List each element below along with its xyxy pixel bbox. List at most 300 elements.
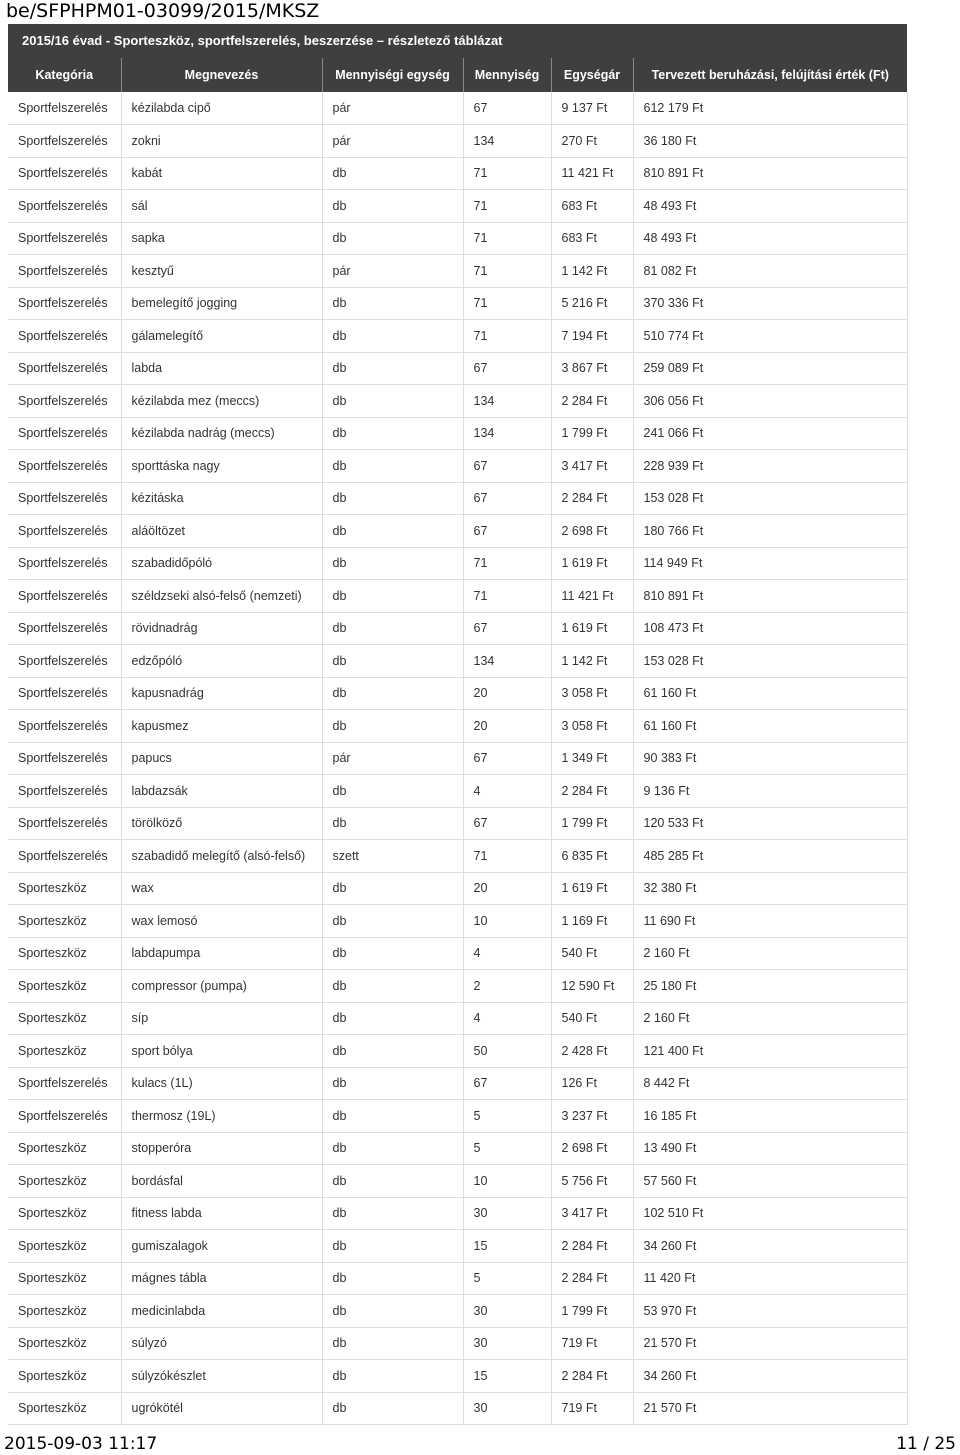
cell-megnevezes: thermosz (19L) [121, 1100, 322, 1133]
cell-kategoria: Sportfelszerelés [8, 125, 121, 158]
cell-mennyisegi-egyseg: db [322, 1262, 463, 1295]
cell-tervezett-ertek: 57 560 Ft [633, 1165, 907, 1198]
cell-mennyisegi-egyseg: db [322, 190, 463, 223]
cell-tervezett-ertek: 810 891 Ft [633, 580, 907, 613]
cell-egysegar: 3 417 Ft [551, 1197, 633, 1230]
cell-kategoria: Sporteszköz [8, 1360, 121, 1393]
cell-mennyiseg: 67 [463, 450, 551, 483]
cell-mennyisegi-egyseg: db [322, 872, 463, 905]
detail-table-container [8, 24, 907, 1425]
cell-tervezett-ertek: 32 380 Ft [633, 872, 907, 905]
cell-mennyisegi-egyseg: db [322, 775, 463, 808]
table-row [8, 1067, 907, 1100]
cell-mennyiseg: 20 [463, 677, 551, 710]
table-row [8, 1392, 907, 1425]
cell-kategoria: Sportfelszerelés [8, 92, 121, 125]
cell-mennyiseg: 67 [463, 352, 551, 385]
header-mennyiseg: Mennyiség [463, 58, 551, 92]
cell-megnevezes: stopperóra [121, 1132, 322, 1165]
cell-kategoria: Sportfelszerelés [8, 450, 121, 483]
table-row [8, 905, 907, 938]
table-row [8, 1132, 907, 1165]
table-row [8, 92, 907, 125]
table-row [8, 255, 907, 288]
cell-mennyisegi-egyseg: db [322, 1067, 463, 1100]
table-row [8, 775, 907, 808]
cell-tervezett-ertek: 61 160 Ft [633, 677, 907, 710]
cell-megnevezes: bemelegítő jogging [121, 287, 322, 320]
cell-megnevezes: sapka [121, 222, 322, 255]
cell-mennyisegi-egyseg: db [322, 320, 463, 353]
cell-kategoria: Sportfelszerelés [8, 222, 121, 255]
cell-mennyiseg: 134 [463, 385, 551, 418]
cell-megnevezes: súlyzókészlet [121, 1360, 322, 1393]
header-kategoria: Kategória [8, 58, 121, 92]
cell-megnevezes: kézilabda nadrág (meccs) [121, 417, 322, 450]
cell-kategoria: Sporteszköz [8, 937, 121, 970]
table-row [8, 352, 907, 385]
cell-egysegar: 3 417 Ft [551, 450, 633, 483]
cell-egysegar: 1 799 Ft [551, 417, 633, 450]
cell-tervezett-ertek: 36 180 Ft [633, 125, 907, 158]
cell-egysegar: 1 349 Ft [551, 742, 633, 775]
cell-kategoria: Sportfelszerelés [8, 677, 121, 710]
cell-egysegar: 1 619 Ft [551, 612, 633, 645]
cell-egysegar: 1 142 Ft [551, 645, 633, 678]
cell-mennyisegi-egyseg: db [322, 580, 463, 613]
cell-tervezett-ertek: 2 160 Ft [633, 937, 907, 970]
cell-mennyiseg: 10 [463, 1165, 551, 1198]
cell-mennyiseg: 67 [463, 612, 551, 645]
cell-mennyisegi-egyseg: db [322, 1230, 463, 1263]
table-header-row [8, 58, 907, 92]
cell-megnevezes: gumiszalagok [121, 1230, 322, 1263]
cell-mennyiseg: 67 [463, 807, 551, 840]
cell-tervezett-ertek: 13 490 Ft [633, 1132, 907, 1165]
cell-mennyisegi-egyseg: db [322, 1165, 463, 1198]
cell-tervezett-ertek: 259 089 Ft [633, 352, 907, 385]
cell-kategoria: Sporteszköz [8, 1295, 121, 1328]
cell-mennyiseg: 15 [463, 1360, 551, 1393]
cell-mennyiseg: 67 [463, 742, 551, 775]
cell-egysegar: 9 137 Ft [551, 92, 633, 125]
cell-mennyiseg: 30 [463, 1327, 551, 1360]
cell-kategoria: Sporteszköz [8, 1327, 121, 1360]
cell-tervezett-ertek: 102 510 Ft [633, 1197, 907, 1230]
table-row [8, 1002, 907, 1035]
table-row [8, 580, 907, 613]
cell-egysegar: 540 Ft [551, 1002, 633, 1035]
cell-tervezett-ertek: 9 136 Ft [633, 775, 907, 808]
cell-egysegar: 1 142 Ft [551, 255, 633, 288]
cell-egysegar: 2 698 Ft [551, 515, 633, 548]
header-mennyisegi-egyseg: Mennyiségi egység [322, 58, 463, 92]
cell-kategoria: Sportfelszerelés [8, 482, 121, 515]
cell-egysegar: 2 698 Ft [551, 1132, 633, 1165]
cell-mennyiseg: 71 [463, 287, 551, 320]
cell-kategoria: Sportfelszerelés [8, 1067, 121, 1100]
cell-egysegar: 270 Ft [551, 125, 633, 158]
cell-mennyiseg: 67 [463, 92, 551, 125]
cell-kategoria: Sporteszköz [8, 905, 121, 938]
cell-megnevezes: gálamelegítő [121, 320, 322, 353]
cell-kategoria: Sportfelszerelés [8, 807, 121, 840]
cell-kategoria: Sportfelszerelés [8, 515, 121, 548]
cell-kategoria: Sportfelszerelés [8, 710, 121, 743]
table-row [8, 417, 907, 450]
cell-kategoria: Sportfelszerelés [8, 352, 121, 385]
header-megnevezes: Megnevezés [121, 58, 322, 92]
cell-egysegar: 683 Ft [551, 190, 633, 223]
cell-tervezett-ertek: 121 400 Ft [633, 1035, 907, 1068]
cell-mennyiseg: 50 [463, 1035, 551, 1068]
cell-tervezett-ertek: 8 442 Ft [633, 1067, 907, 1100]
table-row [8, 1262, 907, 1295]
table-row [8, 677, 907, 710]
cell-egysegar: 5 756 Ft [551, 1165, 633, 1198]
cell-tervezett-ertek: 34 260 Ft [633, 1360, 907, 1393]
cell-tervezett-ertek: 241 066 Ft [633, 417, 907, 450]
cell-mennyiseg: 2 [463, 970, 551, 1003]
cell-egysegar: 2 284 Ft [551, 1360, 633, 1393]
cell-mennyisegi-egyseg: db [322, 645, 463, 678]
cell-megnevezes: mágnes tábla [121, 1262, 322, 1295]
cell-megnevezes: kapusmez [121, 710, 322, 743]
cell-mennyiseg: 134 [463, 645, 551, 678]
cell-tervezett-ertek: 53 970 Ft [633, 1295, 907, 1328]
cell-mennyisegi-egyseg: db [322, 515, 463, 548]
cell-egysegar: 2 284 Ft [551, 1262, 633, 1295]
table-row [8, 157, 907, 190]
cell-egysegar: 3 058 Ft [551, 677, 633, 710]
cell-mennyisegi-egyseg: pár [322, 92, 463, 125]
cell-mennyisegi-egyseg: pár [322, 255, 463, 288]
cell-egysegar: 1 169 Ft [551, 905, 633, 938]
cell-megnevezes: sál [121, 190, 322, 223]
cell-tervezett-ertek: 180 766 Ft [633, 515, 907, 548]
cell-kategoria: Sportfelszerelés [8, 417, 121, 450]
cell-mennyisegi-egyseg: db [322, 1197, 463, 1230]
cell-tervezett-ertek: 612 179 Ft [633, 92, 907, 125]
cell-mennyisegi-egyseg: db [322, 287, 463, 320]
cell-megnevezes: medicinlabda [121, 1295, 322, 1328]
cell-mennyisegi-egyseg: db [322, 937, 463, 970]
cell-mennyiseg: 71 [463, 255, 551, 288]
table-row [8, 937, 907, 970]
cell-megnevezes: labdapumpa [121, 937, 322, 970]
table-row [8, 547, 907, 580]
cell-egysegar: 1 799 Ft [551, 807, 633, 840]
cell-megnevezes: sporttáska nagy [121, 450, 322, 483]
cell-egysegar: 2 428 Ft [551, 1035, 633, 1068]
cell-mennyiseg: 4 [463, 937, 551, 970]
cell-mennyisegi-egyseg: db [322, 1035, 463, 1068]
cell-tervezett-ertek: 34 260 Ft [633, 1230, 907, 1263]
table-row [8, 742, 907, 775]
cell-egysegar: 2 284 Ft [551, 482, 633, 515]
cell-megnevezes: ugrókötél [121, 1392, 322, 1425]
cell-tervezett-ertek: 25 180 Ft [633, 970, 907, 1003]
cell-mennyisegi-egyseg: db [322, 417, 463, 450]
cell-tervezett-ertek: 11 690 Ft [633, 905, 907, 938]
cell-mennyiseg: 71 [463, 547, 551, 580]
table-row [8, 385, 907, 418]
cell-kategoria: Sportfelszerelés [8, 190, 121, 223]
cell-mennyiseg: 5 [463, 1262, 551, 1295]
cell-kategoria: Sporteszköz [8, 1262, 121, 1295]
cell-tervezett-ertek: 16 185 Ft [633, 1100, 907, 1133]
cell-mennyiseg: 30 [463, 1197, 551, 1230]
cell-tervezett-ertek: 153 028 Ft [633, 645, 907, 678]
cell-mennyiseg: 30 [463, 1392, 551, 1425]
cell-mennyisegi-egyseg: db [322, 905, 463, 938]
table-row [8, 1295, 907, 1328]
cell-mennyisegi-egyseg: db [322, 970, 463, 1003]
cell-mennyisegi-egyseg: db [322, 450, 463, 483]
cell-kategoria: Sportfelszerelés [8, 580, 121, 613]
cell-mennyisegi-egyseg: pár [322, 742, 463, 775]
cell-egysegar: 2 284 Ft [551, 775, 633, 808]
cell-kategoria: Sporteszköz [8, 1230, 121, 1263]
cell-egysegar: 719 Ft [551, 1327, 633, 1360]
cell-kategoria: Sportfelszerelés [8, 157, 121, 190]
cell-mennyisegi-egyseg: db [322, 1360, 463, 1393]
cell-mennyiseg: 30 [463, 1295, 551, 1328]
cell-mennyiseg: 71 [463, 320, 551, 353]
cell-kategoria: Sporteszköz [8, 1197, 121, 1230]
table-row [8, 1165, 907, 1198]
cell-tervezett-ertek: 48 493 Ft [633, 222, 907, 255]
cell-tervezett-ertek: 306 056 Ft [633, 385, 907, 418]
cell-megnevezes: bordásfal [121, 1165, 322, 1198]
cell-kategoria: Sportfelszerelés [8, 612, 121, 645]
table-row [8, 970, 907, 1003]
table-row [8, 840, 907, 873]
header-egysegar: Egységár [551, 58, 633, 92]
cell-mennyisegi-egyseg: db [322, 157, 463, 190]
cell-mennyisegi-egyseg: db [322, 677, 463, 710]
cell-megnevezes: széldzseki alsó-felső (nemzeti) [121, 580, 322, 613]
cell-mennyiseg: 71 [463, 190, 551, 223]
table-row [8, 125, 907, 158]
cell-tervezett-ertek: 21 570 Ft [633, 1392, 907, 1425]
cell-mennyiseg: 5 [463, 1132, 551, 1165]
cell-mennyisegi-egyseg: pár [322, 125, 463, 158]
cell-mennyisegi-egyseg: db [322, 807, 463, 840]
table-title: 2015/16 évad - Sporteszköz, sportfelszerelés, beszerzése – részletező táblázat [8, 24, 907, 58]
cell-kategoria: Sportfelszerelés [8, 775, 121, 808]
cell-mennyiseg: 67 [463, 1067, 551, 1100]
cell-egysegar: 2 284 Ft [551, 1230, 633, 1263]
cell-kategoria: Sporteszköz [8, 1392, 121, 1425]
cell-egysegar: 1 799 Ft [551, 1295, 633, 1328]
cell-megnevezes: wax lemosó [121, 905, 322, 938]
table-row [8, 450, 907, 483]
cell-megnevezes: törölköző [121, 807, 322, 840]
cell-kategoria: Sporteszköz [8, 1035, 121, 1068]
cell-mennyiseg: 71 [463, 222, 551, 255]
cell-mennyiseg: 134 [463, 417, 551, 450]
cell-megnevezes: kulacs (1L) [121, 1067, 322, 1100]
cell-tervezett-ertek: 21 570 Ft [633, 1327, 907, 1360]
cell-megnevezes: edzőpóló [121, 645, 322, 678]
cell-megnevezes: kapusnadrág [121, 677, 322, 710]
cell-tervezett-ertek: 370 336 Ft [633, 287, 907, 320]
cell-mennyisegi-egyseg: db [322, 1327, 463, 1360]
cell-mennyisegi-egyseg: db [322, 222, 463, 255]
cell-tervezett-ertek: 510 774 Ft [633, 320, 907, 353]
cell-mennyiseg: 71 [463, 840, 551, 873]
cell-megnevezes: szabadidő melegítő (alsó-felső) [121, 840, 322, 873]
cell-mennyiseg: 20 [463, 710, 551, 743]
cell-kategoria: Sportfelszerelés [8, 742, 121, 775]
cell-megnevezes: kézitáska [121, 482, 322, 515]
cell-kategoria: Sportfelszerelés [8, 385, 121, 418]
cell-kategoria: Sporteszköz [8, 970, 121, 1003]
cell-mennyiseg: 67 [463, 482, 551, 515]
cell-egysegar: 540 Ft [551, 937, 633, 970]
cell-tervezett-ertek: 2 160 Ft [633, 1002, 907, 1035]
table-row [8, 645, 907, 678]
table-row [8, 1100, 907, 1133]
cell-egysegar: 7 194 Ft [551, 320, 633, 353]
table-row [8, 222, 907, 255]
cell-megnevezes: sport bólya [121, 1035, 322, 1068]
cell-megnevezes: zokni [121, 125, 322, 158]
cell-tervezett-ertek: 108 473 Ft [633, 612, 907, 645]
cell-egysegar: 2 284 Ft [551, 385, 633, 418]
cell-kategoria: Sportfelszerelés [8, 255, 121, 288]
cell-megnevezes: kézilabda mez (meccs) [121, 385, 322, 418]
table-row [8, 872, 907, 905]
cell-egysegar: 1 619 Ft [551, 872, 633, 905]
table-row [8, 287, 907, 320]
cell-tervezett-ertek: 153 028 Ft [633, 482, 907, 515]
footer-page-number: 11 / 25 [896, 1434, 956, 1454]
cell-kategoria: Sportfelszerelés [8, 287, 121, 320]
cell-egysegar: 683 Ft [551, 222, 633, 255]
cell-egysegar: 1 619 Ft [551, 547, 633, 580]
cell-mennyiseg: 4 [463, 775, 551, 808]
cell-tervezett-ertek: 114 949 Ft [633, 547, 907, 580]
detail-table [8, 58, 908, 1425]
cell-egysegar: 719 Ft [551, 1392, 633, 1425]
cell-mennyisegi-egyseg: db [322, 1392, 463, 1425]
table-row [8, 190, 907, 223]
cell-kategoria: Sporteszköz [8, 872, 121, 905]
cell-megnevezes: rövidnadrág [121, 612, 322, 645]
cell-mennyiseg: 15 [463, 1230, 551, 1263]
cell-tervezett-ertek: 228 939 Ft [633, 450, 907, 483]
cell-kategoria: Sporteszköz [8, 1002, 121, 1035]
cell-egysegar: 126 Ft [551, 1067, 633, 1100]
cell-kategoria: Sportfelszerelés [8, 1100, 121, 1133]
cell-tervezett-ertek: 120 533 Ft [633, 807, 907, 840]
cell-egysegar: 11 421 Ft [551, 580, 633, 613]
cell-mennyisegi-egyseg: db [322, 612, 463, 645]
cell-megnevezes: papucs [121, 742, 322, 775]
footer-timestamp: 2015-09-03 11:17 [4, 1434, 158, 1454]
cell-megnevezes: kabát [121, 157, 322, 190]
cell-megnevezes: kesztyű [121, 255, 322, 288]
cell-tervezett-ertek: 81 082 Ft [633, 255, 907, 288]
cell-mennyiseg: 4 [463, 1002, 551, 1035]
table-row [8, 1230, 907, 1263]
cell-mennyiseg: 10 [463, 905, 551, 938]
cell-megnevezes: compressor (pumpa) [121, 970, 322, 1003]
cell-tervezett-ertek: 48 493 Ft [633, 190, 907, 223]
cell-mennyisegi-egyseg: db [322, 352, 463, 385]
cell-megnevezes: fitness labda [121, 1197, 322, 1230]
cell-mennyiseg: 71 [463, 157, 551, 190]
cell-mennyisegi-egyseg: db [322, 1295, 463, 1328]
cell-kategoria: Sporteszköz [8, 1165, 121, 1198]
cell-egysegar: 3 058 Ft [551, 710, 633, 743]
cell-mennyiseg: 134 [463, 125, 551, 158]
cell-egysegar: 5 216 Ft [551, 287, 633, 320]
cell-megnevezes: aláöltözet [121, 515, 322, 548]
cell-megnevezes: labdazsák [121, 775, 322, 808]
cell-mennyisegi-egyseg: db [322, 1002, 463, 1035]
cell-kategoria: Sportfelszerelés [8, 547, 121, 580]
table-row [8, 320, 907, 353]
table-row [8, 710, 907, 743]
cell-tervezett-ertek: 810 891 Ft [633, 157, 907, 190]
cell-egysegar: 12 590 Ft [551, 970, 633, 1003]
table-row [8, 807, 907, 840]
cell-egysegar: 3 867 Ft [551, 352, 633, 385]
cell-mennyiseg: 71 [463, 580, 551, 613]
table-row [8, 612, 907, 645]
cell-megnevezes: wax [121, 872, 322, 905]
cell-kategoria: Sportfelszerelés [8, 320, 121, 353]
cell-mennyiseg: 67 [463, 515, 551, 548]
table-row [8, 1327, 907, 1360]
cell-mennyisegi-egyseg: db [322, 1100, 463, 1133]
cell-mennyisegi-egyseg: db [322, 482, 463, 515]
cell-egysegar: 11 421 Ft [551, 157, 633, 190]
cell-tervezett-ertek: 11 420 Ft [633, 1262, 907, 1295]
cell-egysegar: 6 835 Ft [551, 840, 633, 873]
cell-megnevezes: szabadidőpóló [121, 547, 322, 580]
table-row [8, 515, 907, 548]
cell-megnevezes: síp [121, 1002, 322, 1035]
cell-mennyiseg: 20 [463, 872, 551, 905]
cell-mennyisegi-egyseg: db [322, 385, 463, 418]
cell-mennyisegi-egyseg: db [322, 1132, 463, 1165]
document-reference: be/SFPHPM01-03099/2015/MKSZ [6, 0, 320, 22]
table-body [8, 92, 907, 1425]
cell-megnevezes: labda [121, 352, 322, 385]
cell-kategoria: Sportfelszerelés [8, 645, 121, 678]
cell-tervezett-ertek: 61 160 Ft [633, 710, 907, 743]
cell-kategoria: Sporteszköz [8, 1132, 121, 1165]
cell-tervezett-ertek: 90 383 Ft [633, 742, 907, 775]
cell-megnevezes: súlyzó [121, 1327, 322, 1360]
table-row [8, 482, 907, 515]
cell-mennyisegi-egyseg: db [322, 710, 463, 743]
cell-mennyiseg: 5 [463, 1100, 551, 1133]
cell-mennyisegi-egyseg: szett [322, 840, 463, 873]
cell-mennyisegi-egyseg: db [322, 547, 463, 580]
table-row [8, 1035, 907, 1068]
cell-tervezett-ertek: 485 285 Ft [633, 840, 907, 873]
table-row [8, 1197, 907, 1230]
table-row [8, 1360, 907, 1393]
cell-megnevezes: kézilabda cipő [121, 92, 322, 125]
cell-egysegar: 3 237 Ft [551, 1100, 633, 1133]
cell-kategoria: Sportfelszerelés [8, 840, 121, 873]
